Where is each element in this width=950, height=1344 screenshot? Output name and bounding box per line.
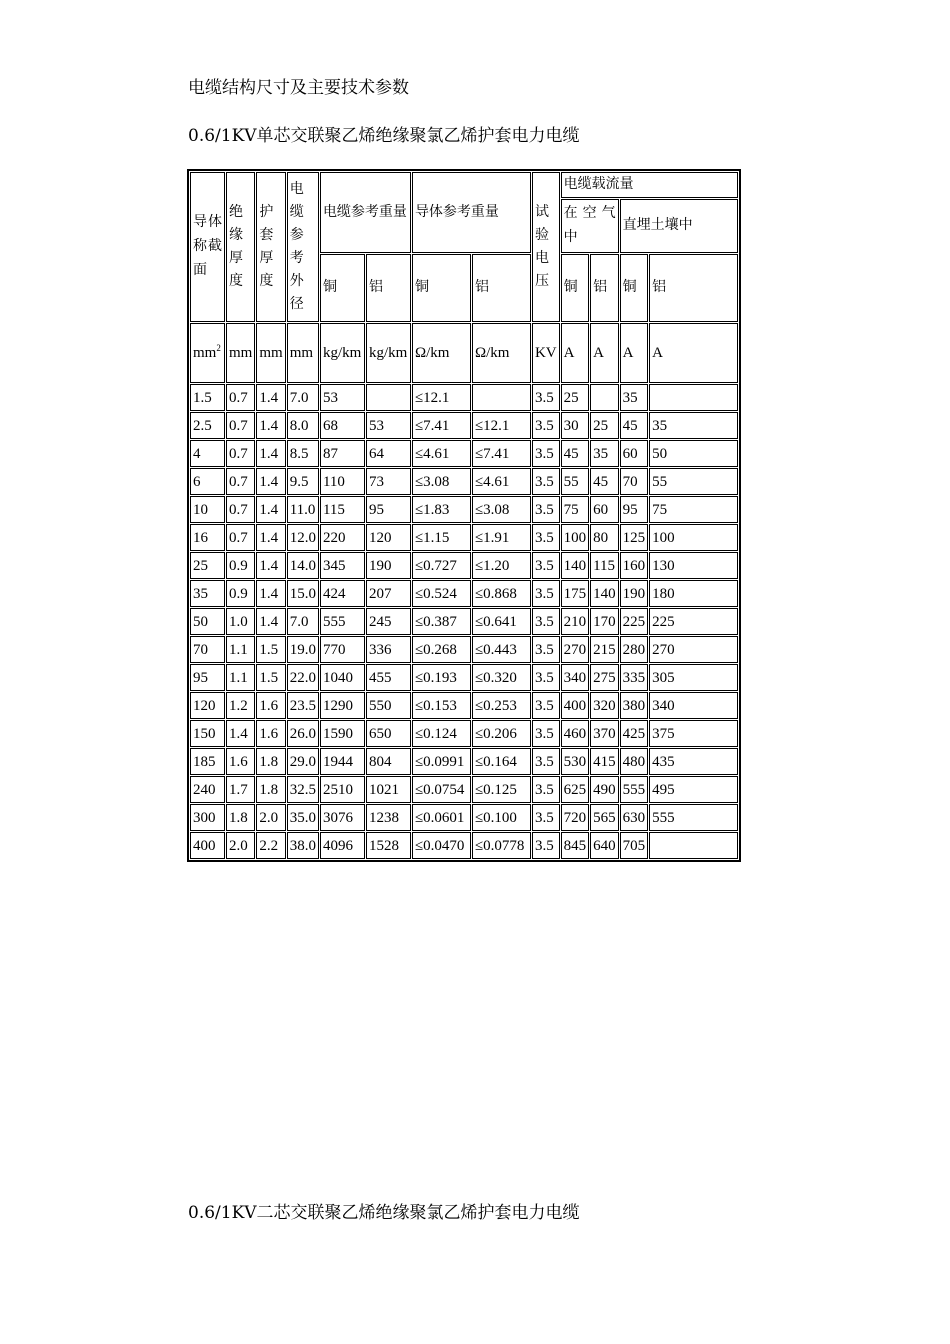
cell-sheath: 1.4 [256,468,285,495]
cell-weight-copper: 424 [320,580,365,607]
cell-insulation: 1.8 [226,804,255,831]
cell-resistance-copper: ≤0.0754 [412,776,471,803]
cell-air-copper: 720 [561,804,590,831]
cell-air-copper: 400 [561,692,590,719]
cell-resistance-copper: ≤0.268 [412,636,471,663]
cell-air-aluminum: 490 [590,776,619,803]
cell-weight-aluminum: 95 [366,496,411,523]
cell-soil-copper: 380 [620,692,649,719]
table-row [190,552,738,579]
table2-title: 0.6/1KV二芯交联聚乙烯绝缘聚氯乙烯护套电力电缆 [188,1203,580,1223]
cell-section: 185 [190,748,225,775]
cell-sheath: 1.8 [256,748,285,775]
cell-air-copper: 45 [561,440,590,467]
cell-resistance-copper: ≤0.387 [412,608,471,635]
cell-insulation: 0.7 [226,384,255,411]
unit-sheath: mm [256,323,285,383]
cell-section: 2.5 [190,412,225,439]
cell-weight-copper: 2510 [320,776,365,803]
cell-resistance-copper: ≤12.1 [412,384,471,411]
cell-test-voltage: 3.5 [532,580,560,607]
cell-weight-aluminum: 1528 [366,832,411,859]
cell-air-aluminum: 415 [590,748,619,775]
cell-insulation: 0.7 [226,412,255,439]
cell-weight-aluminum: 245 [366,608,411,635]
cell-soil-copper: 630 [620,804,649,831]
cell-air-copper: 100 [561,524,590,551]
unit-weight-copper: kg/km [320,323,365,383]
cell-weight-aluminum: 1238 [366,804,411,831]
unit-soil-aluminum: A [649,323,738,383]
cell-diameter: 26.0 [287,720,319,747]
cell-air-copper: 175 [561,580,590,607]
cell-air-aluminum: 60 [590,496,619,523]
cell-weight-aluminum: 190 [366,552,411,579]
cell-air-aluminum: 275 [590,664,619,691]
cell-soil-copper: 35 [620,384,649,411]
cell-air-copper: 340 [561,664,590,691]
cell-weight-copper: 1290 [320,692,365,719]
cell-test-voltage: 3.5 [532,440,560,467]
table-row [190,608,738,635]
cell-soil-aluminum: 375 [649,720,738,747]
cell-soil-aluminum: 35 [649,412,738,439]
cell-soil-aluminum: 270 [649,636,738,663]
cell-air-copper: 30 [561,412,590,439]
cell-insulation: 0.7 [226,440,255,467]
table-row [190,412,738,439]
cell-soil-copper: 425 [620,720,649,747]
cell-soil-aluminum [649,384,738,411]
cell-section: 35 [190,580,225,607]
unit-air-aluminum: A [590,323,619,383]
cell-section: 95 [190,664,225,691]
cell-resistance-copper: ≤0.524 [412,580,471,607]
header-weight-aluminum: 铝 [366,254,411,322]
cell-resistance-copper: ≤4.61 [412,440,471,467]
cell-soil-aluminum: 50 [649,440,738,467]
cell-weight-copper: 53 [320,384,365,411]
cell-resistance-copper: ≤0.124 [412,720,471,747]
cell-weight-aluminum: 650 [366,720,411,747]
cell-soil-aluminum: 100 [649,524,738,551]
cell-soil-aluminum: 305 [649,664,738,691]
cell-weight-copper: 770 [320,636,365,663]
unit-voltage: KV [532,323,560,383]
header-resistance-copper: 铜 [412,254,471,322]
cell-insulation: 1.0 [226,608,255,635]
cell-resistance-aluminum: ≤1.20 [472,552,531,579]
cell-resistance-copper: ≤0.0470 [412,832,471,859]
cell-weight-copper: 4096 [320,832,365,859]
cell-insulation: 0.7 [226,468,255,495]
cell-test-voltage: 3.5 [532,664,560,691]
cell-air-aluminum: 45 [590,468,619,495]
cell-soil-aluminum: 495 [649,776,738,803]
cell-section: 1.5 [190,384,225,411]
cell-weight-copper: 68 [320,412,365,439]
cell-diameter: 22.0 [287,664,319,691]
header-diameter: 电缆参考外径 [287,172,319,322]
cell-air-copper: 460 [561,720,590,747]
cell-resistance-aluminum: ≤0.253 [472,692,531,719]
header-ampacity: 电缆载流量 [561,172,739,198]
header-section: 导体称截面 [190,172,225,322]
cell-resistance-aluminum: ≤0.641 [472,608,531,635]
table-row [190,636,738,663]
table-row [190,496,738,523]
cell-sheath: 1.4 [256,384,285,411]
cell-diameter: 29.0 [287,748,319,775]
cell-resistance-aluminum: ≤0.206 [472,720,531,747]
cell-test-voltage: 3.5 [532,748,560,775]
table1-title: 0.6/1KV单芯交联聚乙烯绝缘聚氯乙烯护套电力电缆 [188,126,580,146]
cell-test-voltage: 3.5 [532,636,560,663]
cell-resistance-aluminum: ≤0.868 [472,580,531,607]
cell-air-aluminum: 25 [590,412,619,439]
cell-weight-copper: 345 [320,552,365,579]
unit-section-superscript: 2 [216,343,221,353]
cell-weight-copper: 1590 [320,720,365,747]
cell-soil-copper: 705 [620,832,649,859]
cell-soil-aluminum: 130 [649,552,738,579]
cell-air-copper: 210 [561,608,590,635]
cell-weight-copper: 1040 [320,664,365,691]
cell-sheath: 2.2 [256,832,285,859]
cell-soil-copper: 60 [620,440,649,467]
cell-soil-copper: 225 [620,608,649,635]
cell-soil-aluminum: 180 [649,580,738,607]
cell-section: 25 [190,552,225,579]
cell-air-copper: 270 [561,636,590,663]
table-row [190,664,738,691]
cell-soil-copper: 125 [620,524,649,551]
cell-resistance-copper: ≤7.41 [412,412,471,439]
cell-diameter: 11.0 [287,496,319,523]
cell-test-voltage: 3.5 [532,608,560,635]
cell-sheath: 2.0 [256,804,285,831]
cell-air-aluminum: 215 [590,636,619,663]
cell-air-copper: 55 [561,468,590,495]
cell-air-aluminum: 35 [590,440,619,467]
cell-air-aluminum: 115 [590,552,619,579]
cell-weight-copper: 3076 [320,804,365,831]
unit-section [190,323,225,383]
cell-soil-copper: 190 [620,580,649,607]
cell-sheath: 1.4 [256,552,285,579]
cell-section: 240 [190,776,225,803]
cell-sheath: 1.8 [256,776,285,803]
cell-diameter: 19.0 [287,636,319,663]
header-air-copper: 铜 [561,254,590,322]
cell-insulation: 0.7 [226,496,255,523]
cell-test-voltage: 3.5 [532,832,560,859]
cell-resistance-copper: ≤0.0991 [412,748,471,775]
cell-air-aluminum [590,384,619,411]
table-row [190,524,738,551]
header-air-aluminum: 铝 [590,254,619,322]
cell-soil-aluminum [649,832,738,859]
units-row [190,323,738,383]
cell-diameter: 7.0 [287,608,319,635]
cell-air-aluminum: 565 [590,804,619,831]
cell-air-aluminum: 320 [590,692,619,719]
cell-diameter: 12.0 [287,524,319,551]
cell-weight-aluminum: 1021 [366,776,411,803]
cell-section: 16 [190,524,225,551]
cell-soil-aluminum: 340 [649,692,738,719]
unit-resistance-copper: Ω/km [412,323,471,383]
cell-section: 400 [190,832,225,859]
unit-soil-copper: A [620,323,649,383]
cell-weight-aluminum: 455 [366,664,411,691]
cell-diameter: 9.5 [287,468,319,495]
cell-insulation: 0.9 [226,580,255,607]
cell-resistance-aluminum: ≤3.08 [472,496,531,523]
cell-air-copper: 25 [561,384,590,411]
document-title: 电缆结构尺寸及主要技术参数 [188,78,409,98]
cell-resistance-copper: ≤0.153 [412,692,471,719]
cell-resistance-aluminum: ≤0.320 [472,664,531,691]
cell-sheath: 1.4 [256,496,285,523]
cell-diameter: 15.0 [287,580,319,607]
cell-soil-copper: 480 [620,748,649,775]
header-test-voltage: 试验电压 [532,172,560,322]
table-row [190,440,738,467]
table-row [190,804,738,831]
cell-air-aluminum: 140 [590,580,619,607]
cell-weight-copper: 115 [320,496,365,523]
unit-insulation: mm [226,323,255,383]
cell-insulation: 1.6 [226,748,255,775]
cell-soil-aluminum: 555 [649,804,738,831]
cell-section: 150 [190,720,225,747]
cell-test-voltage: 3.5 [532,468,560,495]
cell-soil-copper: 160 [620,552,649,579]
cell-diameter: 35.0 [287,804,319,831]
cell-resistance-aluminum: ≤4.61 [472,468,531,495]
cell-weight-aluminum [366,384,411,411]
cell-air-copper: 140 [561,552,590,579]
cell-soil-copper: 280 [620,636,649,663]
unit-diameter: mm [287,323,319,383]
cell-diameter: 7.0 [287,384,319,411]
header-cable-weight: 电缆参考重量 [320,172,411,253]
cell-resistance-aluminum: ≤1.91 [472,524,531,551]
cell-section: 6 [190,468,225,495]
cell-soil-aluminum: 225 [649,608,738,635]
cell-weight-copper: 87 [320,440,365,467]
cell-weight-copper: 555 [320,608,365,635]
cell-resistance-aluminum: ≤7.41 [472,440,531,467]
cell-air-aluminum: 170 [590,608,619,635]
cell-soil-copper: 70 [620,468,649,495]
header-resistance-aluminum: 铝 [472,254,531,322]
table-row [190,692,738,719]
cell-air-copper: 845 [561,832,590,859]
cell-test-voltage: 3.5 [532,496,560,523]
cell-sheath: 1.4 [256,440,285,467]
table-row [190,776,738,803]
table-row [190,748,738,775]
unit-air-copper: A [561,323,590,383]
cell-resistance-aluminum: ≤0.0778 [472,832,531,859]
table-row [190,720,738,747]
header-conductor-weight: 导体参考重量 [412,172,531,253]
cell-section: 70 [190,636,225,663]
cell-diameter: 32.5 [287,776,319,803]
cell-soil-copper: 335 [620,664,649,691]
cell-resistance-copper: ≤1.83 [412,496,471,523]
cell-weight-copper: 110 [320,468,365,495]
cell-sheath: 1.6 [256,692,285,719]
header-soil-copper: 铜 [620,254,649,322]
cell-test-voltage: 3.5 [532,776,560,803]
cell-resistance-copper: ≤3.08 [412,468,471,495]
cell-test-voltage: 3.5 [532,384,560,411]
cell-resistance-copper: ≤0.0601 [412,804,471,831]
cell-insulation: 1.7 [226,776,255,803]
table-row [190,832,738,859]
cell-insulation: 1.4 [226,720,255,747]
cell-weight-aluminum: 804 [366,748,411,775]
cell-test-voltage: 3.5 [532,692,560,719]
unit-section-text: mm [193,345,217,361]
cell-air-copper: 75 [561,496,590,523]
cell-diameter: 8.0 [287,412,319,439]
cell-soil-copper: 95 [620,496,649,523]
cell-insulation: 1.1 [226,636,255,663]
cell-weight-aluminum: 64 [366,440,411,467]
table-row [190,468,738,495]
cell-diameter: 8.5 [287,440,319,467]
cell-resistance-aluminum [472,384,531,411]
cell-test-voltage: 3.5 [532,720,560,747]
cell-sheath: 1.4 [256,608,285,635]
header-insulation: 绝缘厚度 [226,172,255,322]
cell-resistance-copper: ≤1.15 [412,524,471,551]
cell-air-aluminum: 640 [590,832,619,859]
cell-weight-aluminum: 73 [366,468,411,495]
cell-weight-aluminum: 550 [366,692,411,719]
cell-weight-copper: 220 [320,524,365,551]
table-row [190,384,738,411]
header-in-air: 在空气中 [561,199,619,253]
cell-insulation: 0.7 [226,524,255,551]
cell-sheath: 1.4 [256,524,285,551]
unit-resistance-aluminum: Ω/km [472,323,531,383]
cell-resistance-aluminum: ≤0.164 [472,748,531,775]
cell-section: 50 [190,608,225,635]
cell-soil-aluminum: 435 [649,748,738,775]
cell-sheath: 1.4 [256,580,285,607]
cell-resistance-aluminum: ≤0.125 [472,776,531,803]
header-weight-copper: 铜 [320,254,365,322]
cell-insulation: 1.2 [226,692,255,719]
cell-air-aluminum: 80 [590,524,619,551]
cell-resistance-copper: ≤0.727 [412,552,471,579]
cell-resistance-aluminum: ≤12.1 [472,412,531,439]
cell-air-aluminum: 370 [590,720,619,747]
table-row [190,580,738,607]
cell-test-voltage: 3.5 [532,552,560,579]
cell-resistance-aluminum: ≤0.443 [472,636,531,663]
cell-resistance-copper: ≤0.193 [412,664,471,691]
cell-sheath: 1.5 [256,636,285,663]
cell-section: 10 [190,496,225,523]
single-core-cable-spec-table [187,169,741,862]
header-buried: 直埋土壤中 [620,199,739,253]
cell-weight-aluminum: 120 [366,524,411,551]
cell-resistance-aluminum: ≤0.100 [472,804,531,831]
cell-air-copper: 625 [561,776,590,803]
cell-section: 120 [190,692,225,719]
cell-insulation: 1.1 [226,664,255,691]
header-sheath: 护套厚度 [256,172,285,322]
cell-diameter: 14.0 [287,552,319,579]
unit-weight-aluminum: kg/km [366,323,411,383]
cell-diameter: 23.5 [287,692,319,719]
cell-weight-aluminum: 207 [366,580,411,607]
cell-sheath: 1.4 [256,412,285,439]
cell-section: 300 [190,804,225,831]
cell-weight-aluminum: 336 [366,636,411,663]
cell-section: 4 [190,440,225,467]
header-soil-aluminum: 铝 [649,254,738,322]
cell-test-voltage: 3.5 [532,524,560,551]
cell-soil-aluminum: 55 [649,468,738,495]
cell-insulation: 2.0 [226,832,255,859]
cell-insulation: 0.9 [226,552,255,579]
cell-weight-aluminum: 53 [366,412,411,439]
cell-weight-copper: 1944 [320,748,365,775]
cell-test-voltage: 3.5 [532,804,560,831]
cell-air-copper: 530 [561,748,590,775]
cell-soil-copper: 555 [620,776,649,803]
cell-test-voltage: 3.5 [532,412,560,439]
cell-soil-aluminum: 75 [649,496,738,523]
cell-sheath: 1.6 [256,720,285,747]
cell-diameter: 38.0 [287,832,319,859]
cell-sheath: 1.5 [256,664,285,691]
cell-soil-copper: 45 [620,412,649,439]
